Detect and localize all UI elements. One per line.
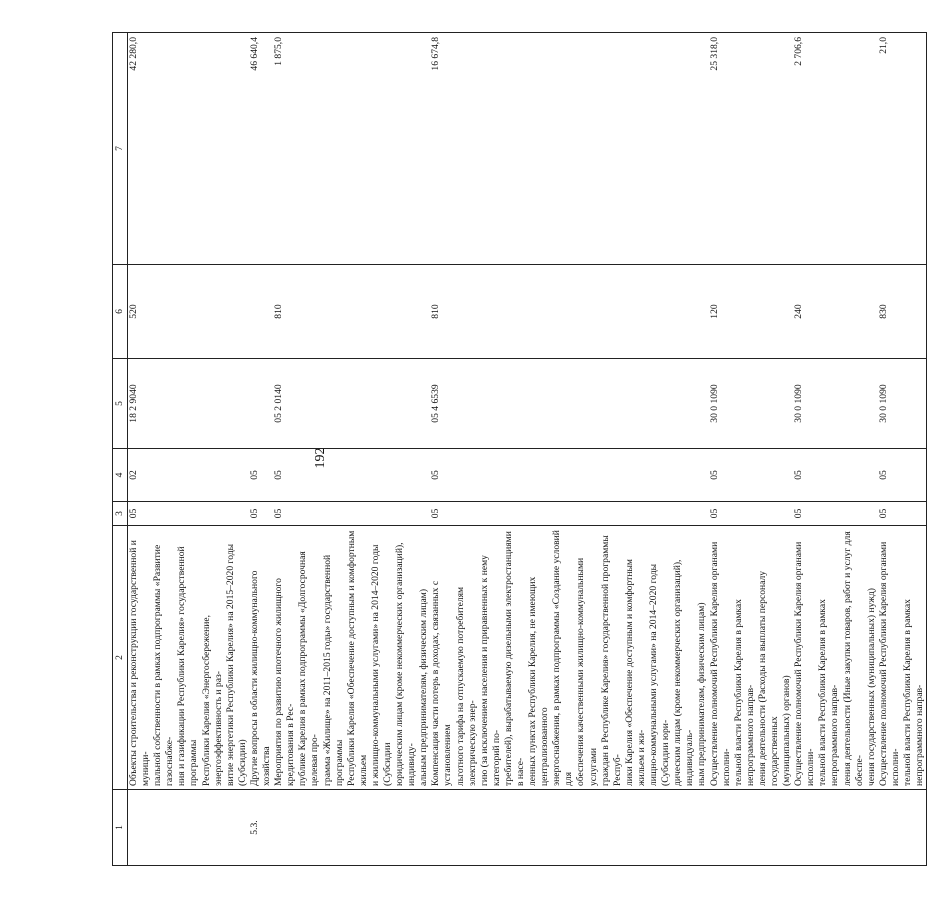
row-description: Мероприятия по развитию ипотечного жилищного кредитования в Рес- публике Карелия в рамках подпрограммы «Долгосрочная целевая про- грамма «Жилище» на 2011–2015 годы» государственной программы Республики Карелия «Обеспечение доступным и комфортным жильем и жилищно-коммунальными услугами» на 2014–2020 годы (Субсидии юридическим лицам (кроме некоммерческих организаций), индивиду- альным предпринимателям, физическим лицам) [273,526,430,790]
row-amount: 1 875,0 [273,33,430,265]
header-col-7: 7 [113,33,128,265]
header-col-1: 1 [113,790,128,866]
table-row [878,33,927,866]
header-col-5: 5 [113,359,128,449]
row-expense-type: 830 [878,265,927,359]
row-target-article: 30 0 1090 [709,359,794,449]
row-expense-type: 810 [273,265,430,359]
row-expense-type [249,265,273,359]
row-section: 05 [878,502,927,526]
row-section: 05 [709,502,794,526]
budget-table-rotated [112,33,926,866]
row-description: Другие вопросы в области жилищно-коммунального хозяйства [249,526,273,790]
row-subsection: 05 [709,449,794,502]
row-section: 05 [793,502,878,526]
row-amount: 21,0 [878,33,927,265]
row-subsection: 05 [273,449,430,502]
row-expense-type: 240 [793,265,878,359]
row-number [273,790,430,866]
row-number [128,790,249,866]
table-row [709,33,794,866]
row-amount: 16 674,8 [430,33,708,265]
row-section: 05 [430,502,708,526]
row-target-article: 30 0 1090 [793,359,878,449]
row-amount: 2 706,6 [793,33,878,265]
table-row [430,33,708,866]
row-subsection: 05 [793,449,878,502]
table-row [128,33,249,866]
row-subsection: 05 [430,449,708,502]
row-amount: 42 280,0 [128,33,249,265]
row-number [430,790,708,866]
row-subsection: 02 [128,449,249,502]
budget-table [112,32,927,866]
row-target-article [249,359,273,449]
table-row [273,33,430,866]
header-col-3: 3 [113,502,128,526]
row-section: 05 [128,502,249,526]
row-number [878,790,927,866]
row-target-article: 05 2 0140 [273,359,430,449]
row-description: Осуществление полномочий Республики Карелия органами исполни- тельной власти Республики Карелия в рамках непрограммного направ- ления деятельности (Расходы на выплаты персоналу государственных (муниципальных) органов) [709,526,794,790]
row-expense-type: 520 [128,265,249,359]
row-description: Осуществление полномочий Республики Карелия органами исполни- тельной власти Республики Карелия в рамках непрограммного направ- [878,526,927,790]
table-header-row [113,33,128,866]
page-number: 192 [313,447,328,469]
row-section: 05 [249,502,273,526]
row-description: Компенсация части потерь в доходах, связанных с установлением льготного тарифа на отпускаемую потребителям электрическую энер- гию (за исключением населения и приравненных к нему категорий по- требителей), вырабатываемую дизельными электростанциями в насе- ленных пунктах Республики Карелия, не имеющих централизованного энергоснабжения, в рамках подпрограммы «Создание условий для обеспечения качественными жилищно-коммунальными услугами граждан в Республике Карелия» государственной программы Респуб- лики Карелия «Обеспечение доступным и комфортным жильем и жи- лищно-коммунальными услугами» на 2014–2020 годы (Субсидии юри- дическим лицам (кроме некоммерческих организаций), индивидуаль- ным предпринимателям, физическим лицам) [430,526,708,790]
row-target-article: 05 4 6539 [430,359,708,449]
row-expense-type: 810 [430,265,708,359]
row-expense-type: 120 [709,265,794,359]
row-target-article: 30 0 1090 [878,359,927,449]
row-subsection: 05 [249,449,273,502]
row-description: Осуществление полномочий Республики Карелия органами исполни- тельной власти Республики Карелия в рамках непрограммного направ- ления деятельности (Иные закупки товаров, работ и услуг для обеспе- чения государственных (муниципальных) нужд) [793,526,878,790]
table-row [249,33,273,866]
header-col-6: 6 [113,265,128,359]
row-amount: 25 318,0 [709,33,794,265]
row-number [793,790,878,866]
row-description: Объекты строительства и реконструкции государственной и муници- пальной собственности в рамках подпрограммы «Развитие газоснабже- ния и газификации Республики Карелия» государственной программы Республики Карелия «Энергосбережение, энергоэффективность и раз- витие энергетики Республики Карелия» на 2015–2020 годы (Субсидии) [128,526,249,790]
row-section: 05 [273,502,430,526]
row-target-article: 18 2 9040 [128,359,249,449]
row-number [709,790,794,866]
table-row [793,33,878,866]
row-number: 5.3. [249,790,273,866]
row-amount: 46 640,4 [249,33,273,265]
row-subsection: 05 [878,449,927,502]
header-col-4: 4 [113,449,128,502]
header-col-2: 2 [113,526,128,790]
